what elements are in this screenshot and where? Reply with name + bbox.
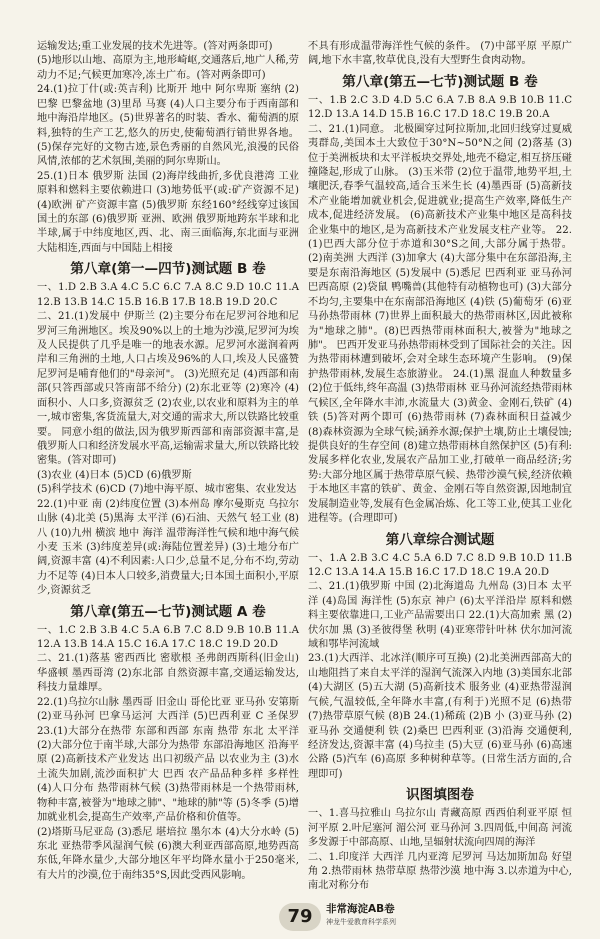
answer-paragraph: 一、1.D 2.B 3.A 4.C 5.C 6.C 7.A 8.C 9.D 10.C 11.A 12.B 13.B 14.C 15.B 16.B 17.B 18.B 19.D 20.C: [37, 282, 299, 308]
answer-paragraph: 一、1.A 2.B 3.C 4.C 5.A 6.D 7.C 8.D 9.B 10.D 11.B 12.C 13.A 14.A 15.B 16.C 17.D 18.C 19.A 20.D: [308, 552, 572, 578]
section-heading: 第八章综合测试题: [385, 531, 495, 548]
answer-paragraph: 一、1.喜马拉雅山 乌拉尔山 青藏高原 西西伯利亚平原 恒河平原 2.叶尼塞河 湄公河 亚马孙河 3.四周低,中间高 河流多发源于中部高原、山地,呈辐射状流向四周的海洋: [308, 808, 572, 849]
answer-paragraph: 25.(1)日本 俄罗斯 法国 (2)海岸线曲折,多优良港湾 工业原料和燃料主要依赖进口 (3)地势低平(或:矿产资源不足) (4)欧洲 矿产资源丰富 (5)俄罗斯 东经160°经线穿过该国国土的东部 (6)俄罗斯 亚洲、欧洲 俄罗斯地跨东半球和北半球,属于中纬度地区,西、北、南三面临海,东北面与亚洲大陆相连,西面与中国陆上相接: [37, 170, 299, 254]
page-footer: [0, 899, 600, 939]
answer-paragraph: 二、21.(1)发展中 伊斯兰 (2)主要分布在尼罗河谷地和尼罗河三角洲地区。埃及90%以上的土地为沙漠,尼罗河为埃及人民提供了几乎是唯一的地表水源。尼罗河水滋润着两岸和三角洲的土地,人口占埃及96%的人口,埃及人民盛赞尼罗河是哺育他们的"母亲河"。 (3)光照充足 (4)西部和南部(只答西部或只答南部不给分) (2)东北亚等 (2)寒冷 (4)面积小、人口多,资源贫乏 (2)农业,以农业和原料为主的单一,城市密集,客货流量大,对交通的需求大,所以铁路比较重要。 同意小组的做法,因为俄罗斯西部和南部资源丰富,是俄罗斯人口和经济发展水平高,运输需求量大,所以铁路比较密集。(答对即可): [37, 311, 299, 467]
left-column: [37, 40, 299, 883]
answer-paragraph: 二、1.印度洋 大西洋 几内亚湾 尼罗河 马达加斯加岛 好望角 2.热带雨林 热带草原 热带沙漠 地中海 3.以赤道为中心,南北对称分布: [308, 851, 572, 892]
section-heading: 第八章(第五—七节)测试题 B 卷: [342, 73, 538, 90]
series-title: 非常海淀AB卷: [326, 903, 395, 915]
right-column: [308, 40, 572, 894]
section-heading: 识图填图卷: [406, 787, 474, 804]
section-heading: 第八章(第一—四节)测试题 B 卷: [70, 261, 266, 278]
answer-paragraph: 23.(1)大西洋、北冰洋(顺序可互换) (2)北美洲西部高大的山地阻挡了来自太平洋的湿润气流深入内地 (3)美国东北部 (4)大湖区 (5)五大湖 (5)高新技术 服务业 (4)亚热带湿润气候,气温较低,全年降水丰富,(有利于)光照不足 (6)热带 (7)热带草原气候 (8)B 24.(1)稀疏 (2)B 小 (3)亚马孙 (2)亚马孙 交通便利 铁 (2)桑巴 巴西利亚 (3)沿海 交通便利,经济发达,资源丰富 (4)乌拉圭 (5)大豆 (6)亚马孙 (6)高速公路 (5)汽车 (6)高原 多种树种草等。(日常生活方面的,合理即可): [308, 653, 572, 780]
answer-paragraph: 不具有形成温带海洋性气候的条件。 (7)中部平原 平原广阔,地下水丰富,牧草优良,没有大型野生食肉动物。: [308, 41, 572, 67]
series-subtitle: 神龙牛爱教育科学系列: [326, 918, 396, 926]
answer-paragraph: 22.(1)中亚 南 (2)纬度位置 (3)本州岛 摩尔曼斯克 乌拉尔山脉 (4)北美 (5)黑海 太平洋 (6)石油、天然气 轻工业 (8)八 (10)九州 横滨 地中 海洋 温带海洋性气候和地中海气候 小麦 玉米 (3)纬度差异(或:海陆位置差异) (3)土地分布广阔,资源丰富 (4)不利因素:人口少,总量不足,分布不均,劳动力不足等 (4)日本人口较多,消费量大;日本国土面积小,平原少,资源贫乏: [37, 498, 299, 597]
answer-paragraph: 二、21.(1)俄罗斯 中国 (2)北海道岛 九州岛 (3)日本 太平洋 (4)岛国 海洋性 (5)东京 神户 (6)太平洋沿岸 原料和燃料主要依靠进口,工业产品需要出口 22.(1)大高加索 黑 (2)伏尔加 黑 (3)圣彼得堡 秋明 (4)亚寒带针叶林 伏尔加河流域和鄂毕河流域: [308, 581, 572, 651]
answer-paragraph: 二、21.(1)落基 密西西比 密歇根 圣弗朗西斯科(旧金山) 华盛顿 墨西哥湾 (2)东北部 自然资源丰富,交通运输发达,科技力量雄厚。: [37, 653, 299, 694]
section-heading: 第八章(第五—七节)测试题 A 卷: [70, 603, 266, 620]
answer-paragraph: (2)塔斯马尼亚岛 (3)悉尼 堪培拉 墨尔本 (4)大分水岭 (5)东北 亚热带季风湿润气候 (6)澳大利亚西部高原,地势西高东低,年降水量少,大部分地区年平均降水量小于250毫米,有大片的沙漠,位于南纬35°S,因此受西风影响。: [37, 826, 299, 881]
answer-paragraph: (5)科学技术 (6)CD (7)地中海平原、城市密集、农业发达: [37, 484, 297, 496]
page-number: 79: [279, 903, 321, 931]
answer-paragraph: 22.(1)乌拉尔山脉 墨西哥 旧金山 哥伦比亚 亚马孙 安第斯 (2)亚马孙河 巴拿马运河 大西洋 (5)巴西利亚 C 圣保罗 23.(1)大部分在热带 东部和西部 东南 热带 东北 太平洋 (2)大部分位于南半球,大部分为热带 东部沿海地区 沿海平原 (2)高新技术产业发达 出口初级产品 以农业为主 (3)水土流失加剧,流沙面积扩大 巴西 农产品品种多样 多样性 (4)人口分布 热带雨林气候 (3)热带雨林是一个热带雨林,物种丰富,被誉为"地球之肺"、"地球的肺"等 (5)冬季 (5)增加就业机会,提高生产效率,产品价格和价值等。: [37, 696, 299, 824]
answer-paragraph: 一、1.C 2.B 3.B 4.C 5.A 6.B 7.C 8.D 9.B 10.B 11.A 12.A 13.B 14.A 15.C 16.A 17.C 18.C 19.D 20.D: [37, 624, 299, 651]
answer-paragraph: 二、21.(1)同意。 北极圈穿过阿拉斯加,北回归线穿过夏威夷群岛,美国本土大致位于30°N~50°N之间 (2)落基 (3)位于美洲板块和太平洋板块交界处,地壳不稳定,相互挤压碰撞隆起,形成了山脉。 (3)玉米带 (2)位于温带,地势平坦,土壤肥沃,春季气温较高,适合玉米生长 (4)墨西哥 (5)高新技术产业能增加就业机会,促进就业;提高生产效率,降低生产成本,促进经济发展。 (6)高新技术产业集中地区是高科技企业集中的地区,是为高新技术产业发展支柱产业等。 22.(1)巴西大部分位于赤道和30°S之间,大部分属于热带。 (2)南美洲 大西洋 (3)加拿大 (4)大部分集中在东部沿海,主要是东南沿海地区 (5)发展中 (5)悉尼 巴西利亚 亚马孙河 巴西高原 (2)袋鼠 鸭嘴兽(其他特有动植物也可) (3)大部分不均匀,主要集中在东南部沿海地区 (4)铁 (5)葡萄牙 (6)亚马孙热带雨林 (7)世界上面积最大的热带雨林区,因此被称为"地球之肺"。(8)巴西热带雨林面积大,被誉为"地球之肺"。 巴西开发亚马孙热带雨林受到了国际社会的关注。因为热带雨林遭到破坏,会对全球生态环境产生影响。 (9)保护热带雨林,发展生态旅游业。 24.(1)黑 混血人种数量多 (2)位于低纬,终年高温 (3)热带雨林 亚马孙河流经热带雨林气候区,全年降水丰沛,水流量大 (3)黄金、金刚石,铁矿 (4)铁 (5)答对两个即可 (6)热带雨林 (7)森林面积日益减少 (8)森林资源为全球气候;涵养水源;保护土壤,防止土壤侵蚀;提供良好的生存空间 (8)建立热带雨林自然保护区 (5)有利:发展多样化农业,发展农产品加工业,打破单一商品经济;劣势:大部分地区属于热带草原气候、热带沙漠气候,经济依赖于本地区丰富的铁矿、黄金、金刚石等自然资源,因地制宜发展制造业等,发展有色金属冶炼、化工等工业,使其工业化进程等。(合理即可): [308, 123, 572, 525]
answer-paragraph: 一、1.B 2.C 3.D 4.D 5.C 6.A 7.B 8.A 9.B 10.B 11.C 12.D 13.A 14.D 15.B 16.C 17.D 18.C 19.B 20.A: [308, 94, 572, 121]
answer-paragraph: 24.(1)拉丁什(或:英吉利) 比斯开 地中 阿尔卑斯 塞纳 (2)巴黎 巴黎盆地 (3)里昂 马赛 (4)人口主要分布于西南部和地中海沿岸地区。(5)世界著名的时装、香水、葡萄酒的原料,独特的生产工艺,悠久的历史,使葡萄酒行销世界各地。(5)保存完好的文物古迹,景色秀丽的自然风光,浪漫的民俗风情,浓郁的艺术氛围,美丽的阿尔卑斯山。: [37, 84, 299, 168]
answer-paragraph: (3)农业 (4)日本 (5)CD (6)俄罗斯: [37, 469, 192, 481]
answer-paragraph: 运输发达;重工业发展的技术先进等。(答对两条即可): [37, 41, 273, 52]
answer-paragraph: (5)地形以山地、高原为主,地形崎岖,交通落后,地广人稀,劳动力不足;气候更加寒冷,冻土广布。(答对两条即可): [37, 55, 299, 81]
